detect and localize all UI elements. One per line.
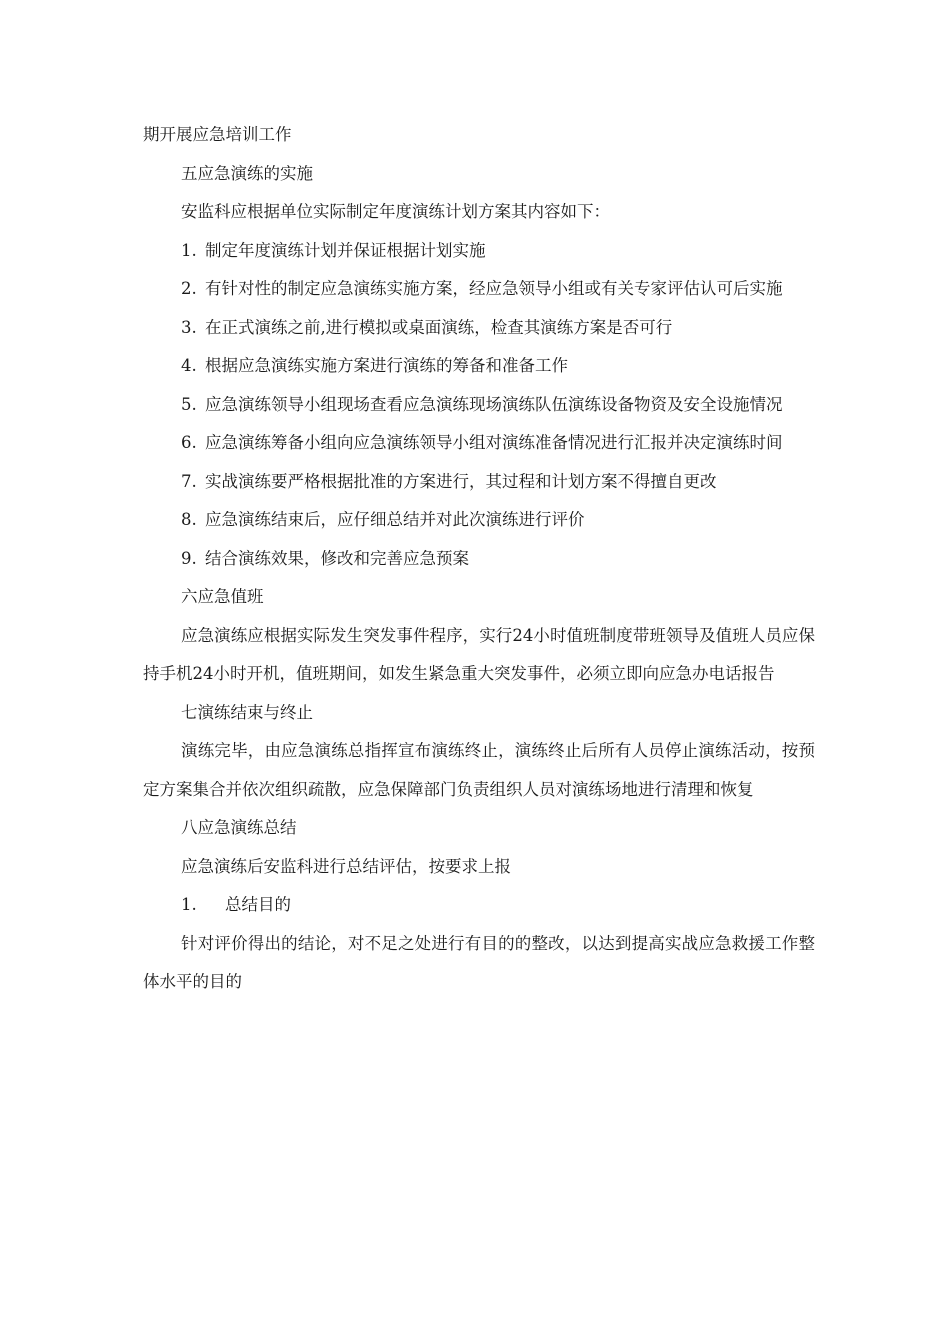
list-number: 8. (181, 510, 197, 529)
paragraph-text: 制定年度演练计划并保证根据计划实施 (205, 240, 486, 260)
paragraph-text: 实战演练要严格根据批准的方案进行，其过程和计划方案不得擅自更改 (205, 471, 717, 491)
paragraph (143, 809, 815, 848)
list-number: 4. (181, 356, 197, 375)
paragraph-text: 八应急演练总结 (181, 818, 297, 837)
paragraph (143, 386, 815, 425)
paragraph (143, 501, 815, 540)
paragraph-text: 有针对性的制定应急演练实施方案，经应急领导小组或有关专家评估认可后实施 (205, 279, 783, 298)
paragraph (143, 424, 815, 463)
list-number: 7. (181, 471, 197, 491)
list-number: 6. (181, 433, 197, 452)
paragraph (143, 540, 815, 579)
paragraph (143, 270, 815, 309)
list-number: 5. (181, 394, 197, 414)
paragraph-text: 七演练结束与终止 (181, 702, 313, 722)
paragraph-text: 在正式演练之前,进行模拟或桌面演练，检查其演练方案是否可行 (205, 317, 673, 337)
document-body (143, 116, 815, 1002)
list-number: 2. (181, 279, 197, 298)
list-number: 9. (181, 548, 197, 568)
paragraph (143, 732, 815, 809)
paragraph-text: 应急演练后安监科进行总结评估，按要求上报 (181, 856, 511, 876)
paragraph-text: 六应急值班 (181, 587, 264, 606)
list-number: 1. (181, 240, 197, 260)
paragraph-text: 应急演练应根据实际发生突发事件程序，实行24小时值班制度带班领导及值班人员应保持手机24小时开机，值班期间，如发生紧急重大突发事件，必须立即向应急办电话报告 (143, 625, 815, 683)
paragraph-text: 演练完毕，由应急演练总指挥宣布演练终止，演练终止后所有人员停止演练活动，按预定方案集合并依次组织疏散，应急保障部门负责组织人员对演练场地进行清理和恢复 (143, 741, 815, 799)
list-number: 1. (181, 895, 197, 914)
paragraph (143, 886, 815, 925)
paragraph (143, 578, 815, 617)
paragraph-text: 安监科应根据单位实际制定年度演练计划方案其内容如下： (181, 202, 610, 221)
paragraph (143, 694, 815, 733)
paragraph (143, 155, 815, 194)
paragraph-text: 应急演练结束后，应仔细总结并对此次演练进行评价 (205, 510, 585, 529)
paragraph-text: 期开展应急培训工作 (143, 125, 292, 144)
paragraph (143, 232, 815, 271)
list-number: 3. (181, 317, 197, 337)
paragraph-text: 根据应急演练实施方案进行演练的筹备和准备工作 (205, 356, 568, 375)
paragraph-text: 应急演练领导小组现场查看应急演练现场演练队伍演练设备物资及安全设施情况 (205, 394, 783, 414)
paragraph-text: 总结目的 (225, 895, 291, 914)
paragraph (143, 925, 815, 1002)
paragraph (143, 116, 815, 155)
paragraph-text: 针对评价得出的结论，对不足之处进行有目的的整改，以达到提高实战应急救援工作整体水平的目的 (143, 933, 815, 991)
paragraph-text: 结合演练效果，修改和完善应急预案 (205, 548, 469, 568)
paragraph-text: 五应急演练的实施 (181, 163, 313, 183)
paragraph (143, 617, 815, 694)
paragraph (143, 848, 815, 887)
paragraph-text: 应急演练筹备小组向应急演练领导小组对演练准备情况进行汇报并决定演练时间 (205, 433, 783, 452)
paragraph (143, 193, 815, 232)
paragraph (143, 347, 815, 386)
paragraph (143, 463, 815, 502)
paragraph (143, 309, 815, 348)
